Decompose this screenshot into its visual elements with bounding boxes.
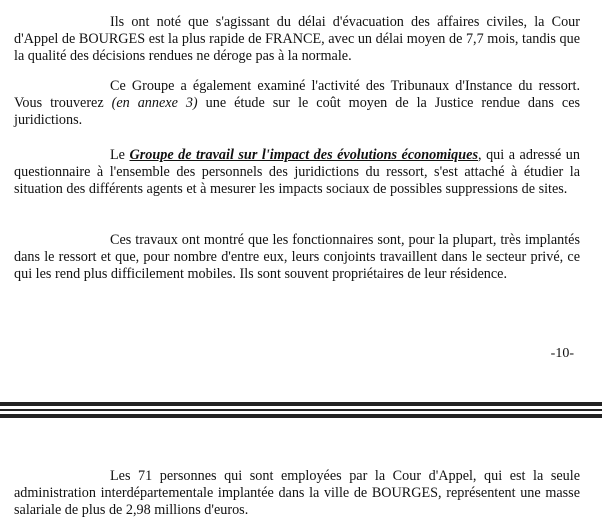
paragraph-groupe-travail: [14, 147, 580, 198]
paragraph-text-start: Le: [110, 147, 130, 163]
paragraph-personnel-cour-appel: [14, 468, 580, 519]
paragraph-text: Les 71 personnes qui sont employées par la Cour d'Appel, qui est la seule administration interdépartementale implantée dans la ville de BOURGES, représentent une masse salariale de plus de 2,98 millions d'euros.: [14, 468, 580, 518]
paragraph-text: Ces travaux ont montré que les fonctionnaires sont, pour la plupart, très implantés dans le ressort et que, pour nombre d'entre eux, leurs conjoints travaillent dans le secteur privé, ce qui les rend plus difficilement mobiles. Ils sont souvent propriétaires de leur résidence.: [14, 232, 580, 282]
page-separator-rule: [0, 409, 602, 411]
page-number: -10-: [550, 346, 574, 361]
working-group-title: Groupe de travail sur l'impact des évolutions économiques: [129, 147, 478, 163]
paragraph-delai-evacuation: [14, 14, 580, 65]
paragraph-text-start: Ce Groupe a également examiné l'activité des Tribunaux d'Instance du ressort. Vous trouverez: [14, 78, 580, 111]
paragraph-travaux-fonctionnaires: [14, 232, 580, 283]
page-separator-rule: [0, 402, 602, 406]
annex-reference: (en annexe 3): [111, 95, 198, 111]
paragraph-tribunaux-instance: [14, 78, 580, 129]
paragraph-text: Ils ont noté que s'agissant du délai d'évacuation des affaires civiles, la Cour d'Appel de BOURGES est la plus rapide de FRANCE, avec un délai moyen de 7,7 mois, tandis que la qualité des décisions rendues ne déroge pas à la normale.: [14, 14, 580, 64]
paragraph-text-end: une étude sur le coût moyen de la Justice rendue dans ces juridictions.: [14, 95, 581, 128]
paragraph-text-end: , qui a adressé un questionnaire à l'ensemble des personnels des juridictions du ressort, s'est attaché à étudier la situation des différents agents et à mesurer les impacts sociaux de possibles suppressions de sites.: [14, 147, 580, 197]
page-separator-rule: [0, 414, 602, 418]
